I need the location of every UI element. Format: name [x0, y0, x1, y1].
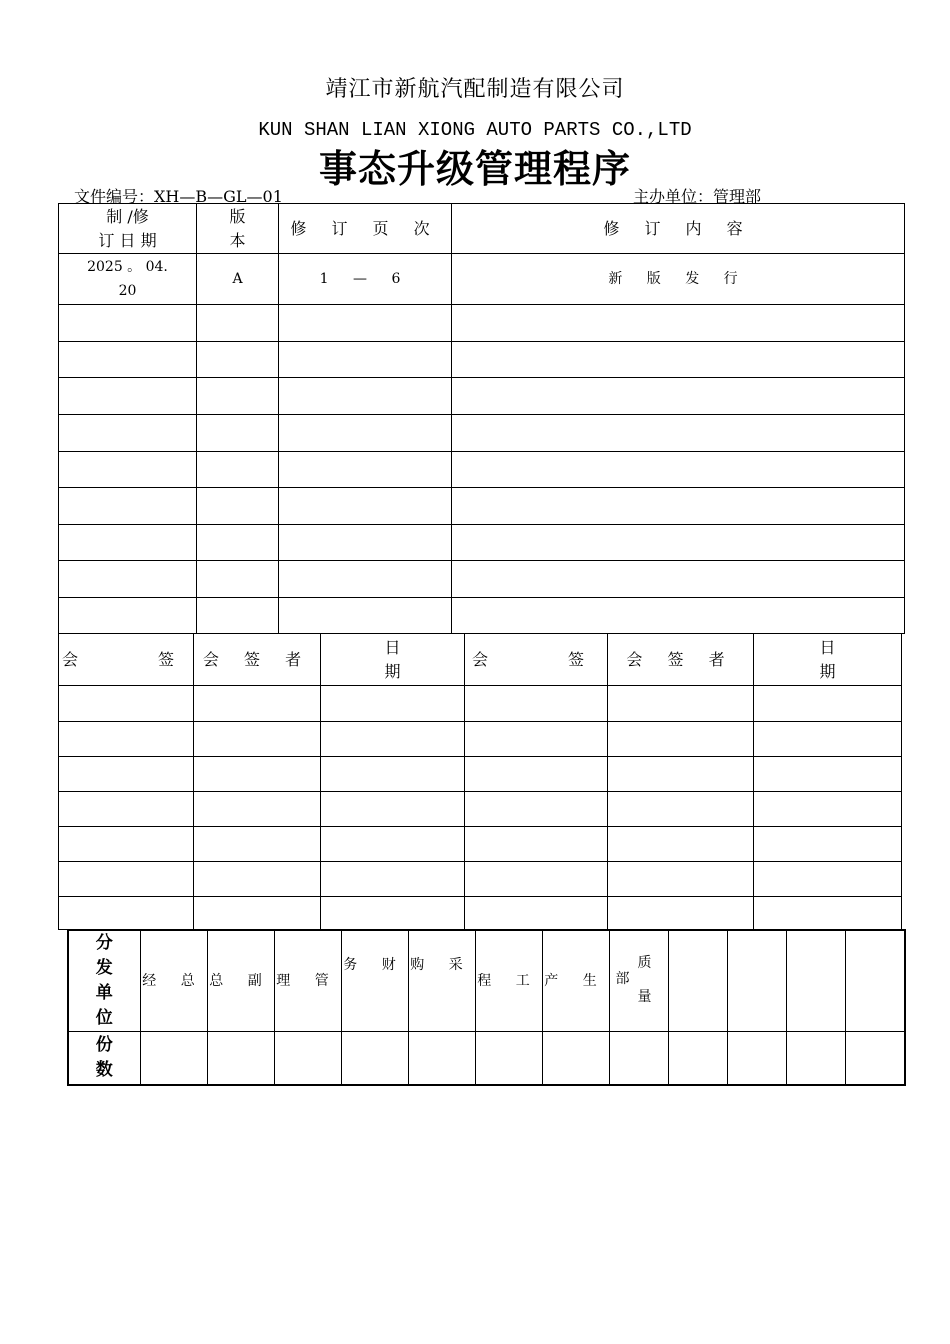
empty-cell [452, 561, 905, 598]
unit-general-manager: 经 总 [140, 930, 207, 1032]
empty-cell [279, 378, 452, 415]
distribution-copies-row [68, 1032, 905, 1085]
empty-cell [452, 378, 905, 415]
empty-cell [727, 930, 786, 1032]
empty-cell [197, 342, 279, 378]
empty-cell [452, 488, 905, 525]
copies-label [68, 1032, 140, 1085]
empty-cell [608, 827, 754, 862]
revision-empty-row [59, 488, 905, 525]
empty-cell [608, 686, 754, 722]
empty-cell [452, 415, 905, 452]
empty-cell [786, 930, 845, 1032]
signoff-empty-row [59, 757, 902, 792]
date-header-line2: 期 [819, 661, 836, 681]
revision-date-cell [59, 254, 197, 305]
empty-cell [194, 862, 321, 897]
revision-date-header [59, 204, 197, 254]
empty-cell [465, 722, 608, 757]
unit-purchasing: 购 采 [408, 930, 475, 1032]
empty-cell [279, 342, 452, 378]
empty-cell [754, 897, 902, 930]
label-char: 位 [95, 1008, 113, 1028]
distribution-units-row [68, 930, 905, 1032]
empty-cell [608, 897, 754, 930]
revision-date-header-line2: 订 日 期 [98, 230, 157, 250]
empty-cell [465, 757, 608, 792]
empty-cell [321, 686, 465, 722]
quality-left-char: 部 [615, 971, 630, 987]
empty-cell [194, 722, 321, 757]
empty-cell [609, 1032, 668, 1085]
revision-empty-row [59, 378, 905, 415]
empty-cell [668, 930, 727, 1032]
empty-cell [194, 757, 321, 792]
empty-cell [59, 862, 194, 897]
signoff-empty-row [59, 722, 902, 757]
empty-cell [197, 305, 279, 342]
copies-char: 数 [95, 1059, 113, 1080]
revision-date-line1: 2025 。 04. [87, 259, 168, 275]
empty-cell [341, 1032, 408, 1085]
empty-cell [608, 757, 754, 792]
revision-empty-row [59, 415, 905, 452]
empty-cell [59, 342, 197, 378]
empty-cell [197, 598, 279, 634]
empty-cell [754, 862, 902, 897]
date-header-line1: 日 [384, 637, 401, 657]
empty-cell [465, 862, 608, 897]
revision-pages-cell: 1 — 6 [279, 254, 452, 305]
empty-cell [542, 1032, 609, 1085]
empty-cell [59, 598, 197, 634]
empty-cell [845, 1032, 905, 1085]
empty-cell [59, 757, 194, 792]
empty-cell [668, 1032, 727, 1085]
empty-cell [197, 415, 279, 452]
unit-management: 理 管 [274, 930, 341, 1032]
label-char: 发 [95, 958, 113, 978]
empty-cell [207, 1032, 274, 1085]
empty-cell [465, 686, 608, 722]
copies-char: 份 [95, 1034, 113, 1055]
revision-date-header-line1: 制 /修 [106, 206, 149, 226]
empty-cell [279, 525, 452, 561]
empty-cell [321, 722, 465, 757]
empty-cell [452, 598, 905, 634]
empty-cell [608, 862, 754, 897]
revision-empty-row [59, 561, 905, 598]
signer-header-right: 会 签 者 [608, 634, 754, 686]
date-header-left [321, 634, 465, 686]
empty-cell [59, 897, 194, 930]
distribution-table [67, 929, 906, 1086]
signoff-empty-row [59, 686, 902, 722]
revision-history-table [58, 203, 905, 634]
empty-cell [59, 827, 194, 862]
empty-cell [59, 378, 197, 415]
empty-cell [194, 827, 321, 862]
empty-cell [408, 1032, 475, 1085]
empty-cell [845, 930, 905, 1032]
unit-finance: 务 财 [341, 930, 408, 1032]
empty-cell [279, 561, 452, 598]
revision-empty-row [59, 452, 905, 488]
empty-cell [321, 827, 465, 862]
unit-deputy-general: 总 副 [207, 930, 274, 1032]
version-header-line2: 本 [229, 230, 246, 250]
empty-cell [279, 452, 452, 488]
version-header [197, 204, 279, 254]
empty-cell [279, 598, 452, 634]
quality-top-char: 质 [637, 955, 652, 971]
empty-cell [465, 897, 608, 930]
empty-cell [465, 827, 608, 862]
empty-cell [608, 722, 754, 757]
empty-cell [321, 862, 465, 897]
empty-cell [197, 378, 279, 415]
version-header-line1: 版 [229, 206, 246, 226]
signoff-empty-row [59, 862, 902, 897]
empty-cell [197, 561, 279, 598]
signoff-empty-row [59, 792, 902, 827]
empty-cell [59, 722, 194, 757]
signer-header-left: 会 签 者 [194, 634, 321, 686]
empty-cell [140, 1032, 207, 1085]
empty-cell [452, 305, 905, 342]
empty-cell [727, 1032, 786, 1085]
revision-header-row [59, 204, 905, 254]
revision-date-line2: 20 [118, 283, 137, 299]
empty-cell [754, 722, 902, 757]
empty-cell [754, 792, 902, 827]
empty-cell [279, 305, 452, 342]
company-name-en: KUN SHAN LIAN XIONG AUTO PARTS CO.,LTD [258, 119, 692, 141]
unit-quality [609, 930, 668, 1032]
empty-cell [59, 686, 194, 722]
empty-cell [197, 525, 279, 561]
empty-cell [754, 757, 902, 792]
empty-cell [608, 792, 754, 827]
empty-cell [321, 757, 465, 792]
quality-bottom-char: 量 [637, 989, 652, 1005]
company-name-cn: 靖江市新航汽配制造有限公司 [325, 77, 625, 102]
empty-cell [59, 488, 197, 525]
unit-production: 产 生 [542, 930, 609, 1032]
empty-cell [321, 792, 465, 827]
empty-cell [279, 415, 452, 452]
revision-empty-row [59, 525, 905, 561]
empty-cell [59, 305, 197, 342]
revision-version-cell: A [197, 254, 279, 305]
empty-cell [194, 686, 321, 722]
label-char: 分 [95, 933, 113, 953]
date-header-line1: 日 [819, 637, 836, 657]
signoff-table [58, 633, 902, 930]
empty-cell [197, 452, 279, 488]
empty-cell [279, 488, 452, 525]
responsible-department: 主办单位：管理部 [633, 187, 762, 206]
document-number: 文件编号：XH—B—GL—01 [74, 187, 283, 206]
revision-pages-header: 修 订 页 次 [279, 204, 452, 254]
empty-cell [754, 827, 902, 862]
revision-content-header: 修 订 内 容 [452, 204, 905, 254]
empty-cell [274, 1032, 341, 1085]
empty-cell [59, 452, 197, 488]
empty-cell [59, 525, 197, 561]
signoff-empty-row [59, 897, 902, 930]
empty-cell [452, 452, 905, 488]
empty-cell [452, 342, 905, 378]
empty-cell [465, 792, 608, 827]
empty-cell [59, 415, 197, 452]
empty-cell [59, 792, 194, 827]
document-title: 事态升级管理程序 [318, 147, 631, 191]
revision-empty-row [59, 598, 905, 634]
empty-cell [754, 686, 902, 722]
empty-cell [194, 792, 321, 827]
signoff-empty-row [59, 827, 902, 862]
distribution-unit-label [68, 930, 140, 1032]
empty-cell [452, 525, 905, 561]
empty-cell [59, 561, 197, 598]
revision-empty-row [59, 305, 905, 342]
signoff-label-right: 会 签 [465, 634, 608, 686]
empty-cell [321, 897, 465, 930]
date-header-line2: 期 [384, 661, 401, 681]
label-char: 单 [95, 983, 113, 1003]
empty-cell [194, 897, 321, 930]
revision-empty-row [59, 342, 905, 378]
unit-engineering: 程 工 [475, 930, 542, 1032]
revision-row [59, 254, 905, 305]
empty-cell [475, 1032, 542, 1085]
signoff-header-row [59, 634, 902, 686]
revision-content-cell: 新 版 发 行 [452, 254, 905, 305]
date-header-right [754, 634, 902, 686]
empty-cell [197, 488, 279, 525]
empty-cell [786, 1032, 845, 1085]
signoff-label-left: 会 签 [59, 634, 194, 686]
